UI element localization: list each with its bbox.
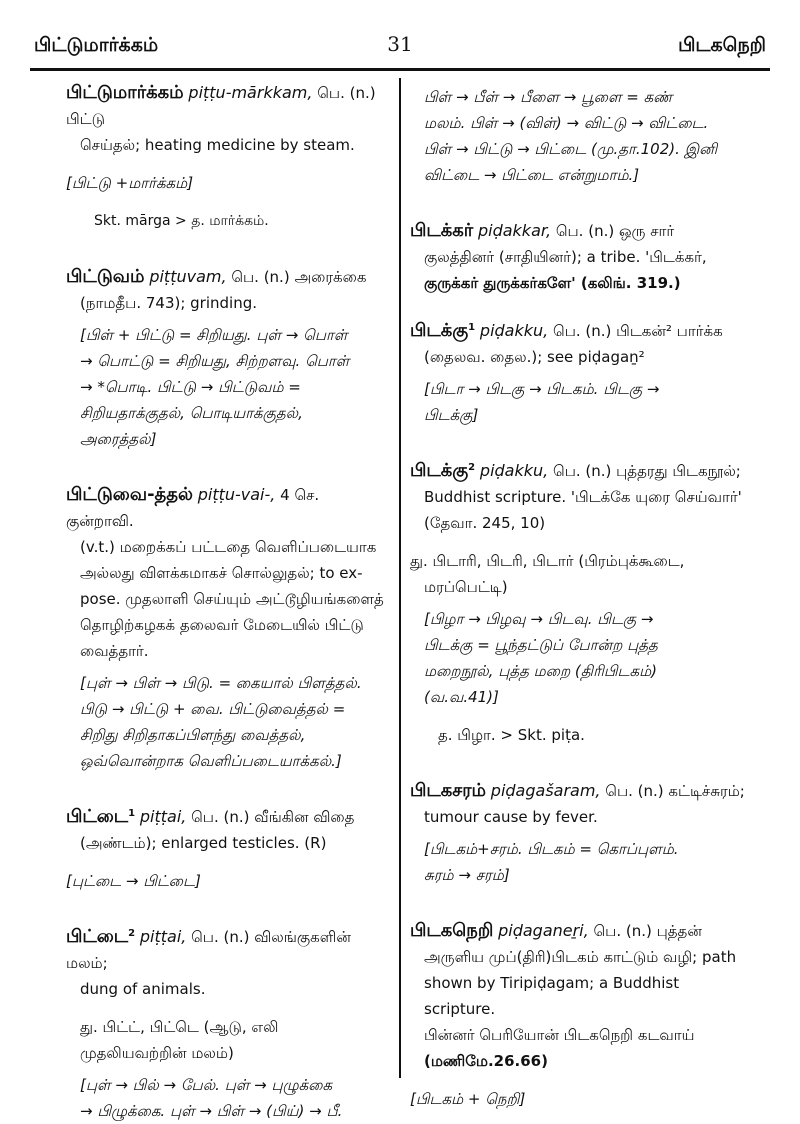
entry-headline (410, 778, 750, 804)
citation: குருக்கர் துருக்கர்களே' (கலிங். 319.) (424, 274, 681, 292)
etymology-line: சுரம் → சரம்] (424, 866, 510, 884)
headword: பிடக்கு (410, 320, 469, 341)
entry-pidaganeri (410, 918, 750, 1112)
entry-headline (66, 264, 388, 290)
definition-line: குலத்தினர் (சாதியினர்); a tribe. 'பிடக்கர், (424, 248, 707, 266)
etymology: [பிட்டு +மார்க்கம்] (66, 174, 194, 192)
entry-headline (410, 318, 750, 344)
etymology-line: பிள் → பிட்டு → பிட்டை (மு.தா.102). இனி (424, 140, 718, 158)
transliteration: piḍaganeṟi, (498, 921, 589, 940)
headword: பிடகசரம் (410, 780, 487, 801)
entry-headline (66, 924, 388, 976)
entry-headline (410, 918, 750, 944)
part-of-speech: பெ. (n.) அரைக்கை (231, 268, 367, 286)
part-of-speech: பெ. (n.) ஒரு சார் (555, 222, 675, 240)
transliteration: piḍakku, (479, 461, 549, 480)
cognate-line: து. பிட்ட், பிட்டெ (ஆடு, எலி (80, 1018, 279, 1036)
sanskrit-origin: Skt. mārga > த. மார்க்கம். (94, 213, 269, 229)
etymology-line: பிள் → பீள் → பீளை → பூளை = கண் (424, 88, 673, 106)
part-of-speech: 4 செ. குன்றாவி. (66, 486, 320, 530)
etymology-line: பிடக்கு = பூந்தட்டுப் போன்ற புத்த (424, 636, 658, 654)
transliteration: piḍagašaram, (490, 781, 601, 800)
entry-pittai-2 (66, 924, 388, 1124)
etymology: [பிடகம் + நெறி] (410, 1090, 526, 1108)
sanskrit-origin: த. பிழா. > Skt. piṭa. (438, 726, 585, 744)
transliteration: piṭṭu-vai-, (197, 485, 276, 504)
etymology-line: அரைத்தல்] (80, 430, 157, 448)
definition: dung of animals. (80, 980, 206, 998)
definition-line: (v.t.) மறைக்கப் பட்டதை வெளிப்படையாக (80, 538, 377, 556)
etymology-line: பிடு → பிட்டு + வை. பிட்டுவைத்தல் = (80, 700, 346, 718)
transliteration: piṭṭai, (139, 927, 187, 946)
etymology-line: [பிள் + பிட்டு = சிறியது. புள் → பொள் (80, 326, 348, 344)
definition-line: பின்னர் பெரியோன் பிடகநெறி கடவாய் (424, 1026, 695, 1044)
entry-pidakkar (410, 218, 750, 296)
definition: (நாமதீப. 743); grinding. (80, 294, 258, 312)
etymology-line: மலம். பிள் → (விள்) → விட்டு → விட்டை. (424, 114, 709, 132)
tulu-cognate (80, 1014, 388, 1066)
definition: tumour cause by fever. (424, 808, 598, 826)
right-guide-word: பிடகநெறி (678, 34, 766, 56)
definition-line: தொழிற்கழகக் தலைவர் மேடையில் பிட்டு (80, 616, 364, 634)
cognate-line: முதலியவற்றின் மலம்) (80, 1044, 234, 1062)
etymology-line: → *பொடி. பிட்டு → பிட்டுவம் = (80, 378, 301, 396)
etymology: [புட்டை → பிட்டை] (66, 872, 201, 890)
left-column (66, 80, 388, 1120)
part-of-speech: பெ. (n.) வீங்கின விதை (191, 808, 355, 826)
headword: பிடகநெறி (410, 920, 494, 941)
headword: பிட்டுமார்க்கம் (66, 82, 184, 103)
definition-line: shown by Tiripiḍagam; a Buddhist scripture. (424, 974, 680, 1018)
left-guide-word: பிட்டுமார்க்கம் (34, 34, 159, 56)
page-number: 31 (387, 32, 413, 56)
entry-pittuvaittal (66, 482, 388, 774)
entry-pidakku-1 (410, 318, 750, 428)
entry-pittuvam (66, 264, 388, 452)
headword: பிட்டுவம் (66, 266, 145, 287)
definition-line: வைத்தார். (80, 642, 149, 660)
transliteration: piḍakku, (479, 321, 549, 340)
entry-headline (410, 218, 750, 244)
cognate-line: மரப்பெட்டி) (424, 578, 508, 596)
transliteration: piṭṭu-mārkkam, (188, 83, 313, 102)
part-of-speech: பெ. (n.) புத்தன் (593, 922, 702, 940)
etymology-line: → பொட்டு = சிறியது, சிற்றளவு. பொள் (80, 352, 350, 370)
part-of-speech: பெ. (n.) பிடகன்² பார்க்க (553, 322, 723, 340)
etymology-block (80, 1072, 388, 1124)
etymology-block (424, 836, 750, 888)
etymology-block (80, 670, 388, 774)
entry-pidakku-2 (410, 458, 750, 748)
transliteration: piṭṭuvam, (149, 267, 227, 286)
etymology-line: ஒவ்வொன்றாக வெளிப்படையாக்கல்.] (80, 752, 342, 770)
etymology-line: பிடக்கு] (424, 406, 479, 424)
headword: பிட்டை (66, 806, 129, 827)
transliteration: piṭṭai, (139, 807, 187, 826)
cognate-line: து. பிடாரி, பிடரி, பிடார் (பிரம்புக்கூடை, (410, 552, 685, 570)
part-of-speech: பெ. (n.) கட்டிச்சுரம்; (605, 782, 745, 800)
etymology-line: → பிழுக்கை. புள் → பிள் → (பிய்) → பீ. (80, 1102, 343, 1120)
part-of-speech: பெ. (n.) விலங்குகளின் மலம்; (66, 928, 351, 972)
definition: செய்தல்; heating medicine by steam. (80, 136, 355, 154)
etymology-block (80, 322, 388, 452)
homograph-number: 1 (468, 322, 476, 333)
part-of-speech: பெ. (n.) பிட்டு (66, 84, 376, 128)
etymology-line: சிறிது சிறிதாகப்பிளந்து வைத்தல், (80, 726, 306, 744)
citation: (மணிமே.26.66) (424, 1052, 548, 1070)
citation: (தேவா. 245, 10) (424, 514, 546, 532)
entry-pittai-1 (66, 804, 388, 894)
etymology-continuation (424, 84, 750, 188)
column-divider (399, 78, 401, 1078)
etymology-line: [புள் → பில் → பேல். புள் → புழுக்கை (80, 1076, 333, 1094)
etymology-line: விட்டை → பிட்டை என்றுமாம்.] (424, 166, 640, 184)
entry-headline (66, 804, 388, 830)
homograph-number: 2 (468, 462, 476, 473)
definition-line: அல்லது விளக்கமாகச் சொல்லுதல்; to ex- (80, 564, 363, 582)
homograph-number: 2 (128, 928, 136, 939)
entry-headline (66, 482, 388, 534)
transliteration: piḍakkar, (477, 221, 552, 240)
definition: (தைலவ. தைல.); see piḍagaṉ² (424, 348, 645, 366)
headword: பிடக்கு (410, 460, 469, 481)
etymology-line: [புள் → பிள் → பிடு. = கையால் பிளத்தல். (80, 674, 362, 692)
headword: பிட்டுவை-த்தல் (66, 484, 193, 505)
etymology-line: [பிடா → பிடகு → பிடகம். பிடகு → (424, 380, 660, 398)
right-column (410, 80, 750, 1108)
entry-pidagasaram (410, 778, 750, 888)
headword: பிட்டை (66, 926, 129, 947)
etymology-block (424, 376, 750, 428)
definition-line: Buddhist scripture. 'பிடக்கே யுரை செய்வார்' (424, 488, 742, 506)
entry-headline (66, 80, 388, 132)
page-header (30, 28, 770, 64)
headword: பிடக்கர் (410, 220, 474, 241)
header-rule (30, 68, 770, 71)
etymology-block (424, 606, 750, 710)
definition-line: அருளிய முப்(திரி)பிடகம் காட்டும் வழி; path (424, 948, 737, 966)
etymology-line: [பிழா → பிழவு → பிடவு. பிடகு → (424, 610, 654, 628)
definition-line: pose. முதலாளி செய்யும் அட்டூழியங்களைத் (80, 590, 384, 608)
part-of-speech: பெ. (n.) புத்தரது பிடகநூல்; (553, 462, 741, 480)
etymology-line: [பிடகம்+சரம். பிடகம் = கொப்புளம். (424, 840, 679, 858)
definition: (அண்டம்); enlarged testicles. (R) (80, 834, 327, 852)
entry-headline (410, 458, 750, 484)
etymology-line: மறைநூல், புத்த மறை (திரிபிடகம்) (424, 662, 657, 680)
homograph-number: 1 (128, 808, 136, 819)
etymology-line: (வ.வ.41)] (424, 688, 499, 706)
etymology-line: சிறியதாக்குதல், பொடியாக்குதல், (80, 404, 303, 422)
entry-pittumarkkam (66, 80, 388, 234)
tulu-cognate (410, 548, 750, 600)
